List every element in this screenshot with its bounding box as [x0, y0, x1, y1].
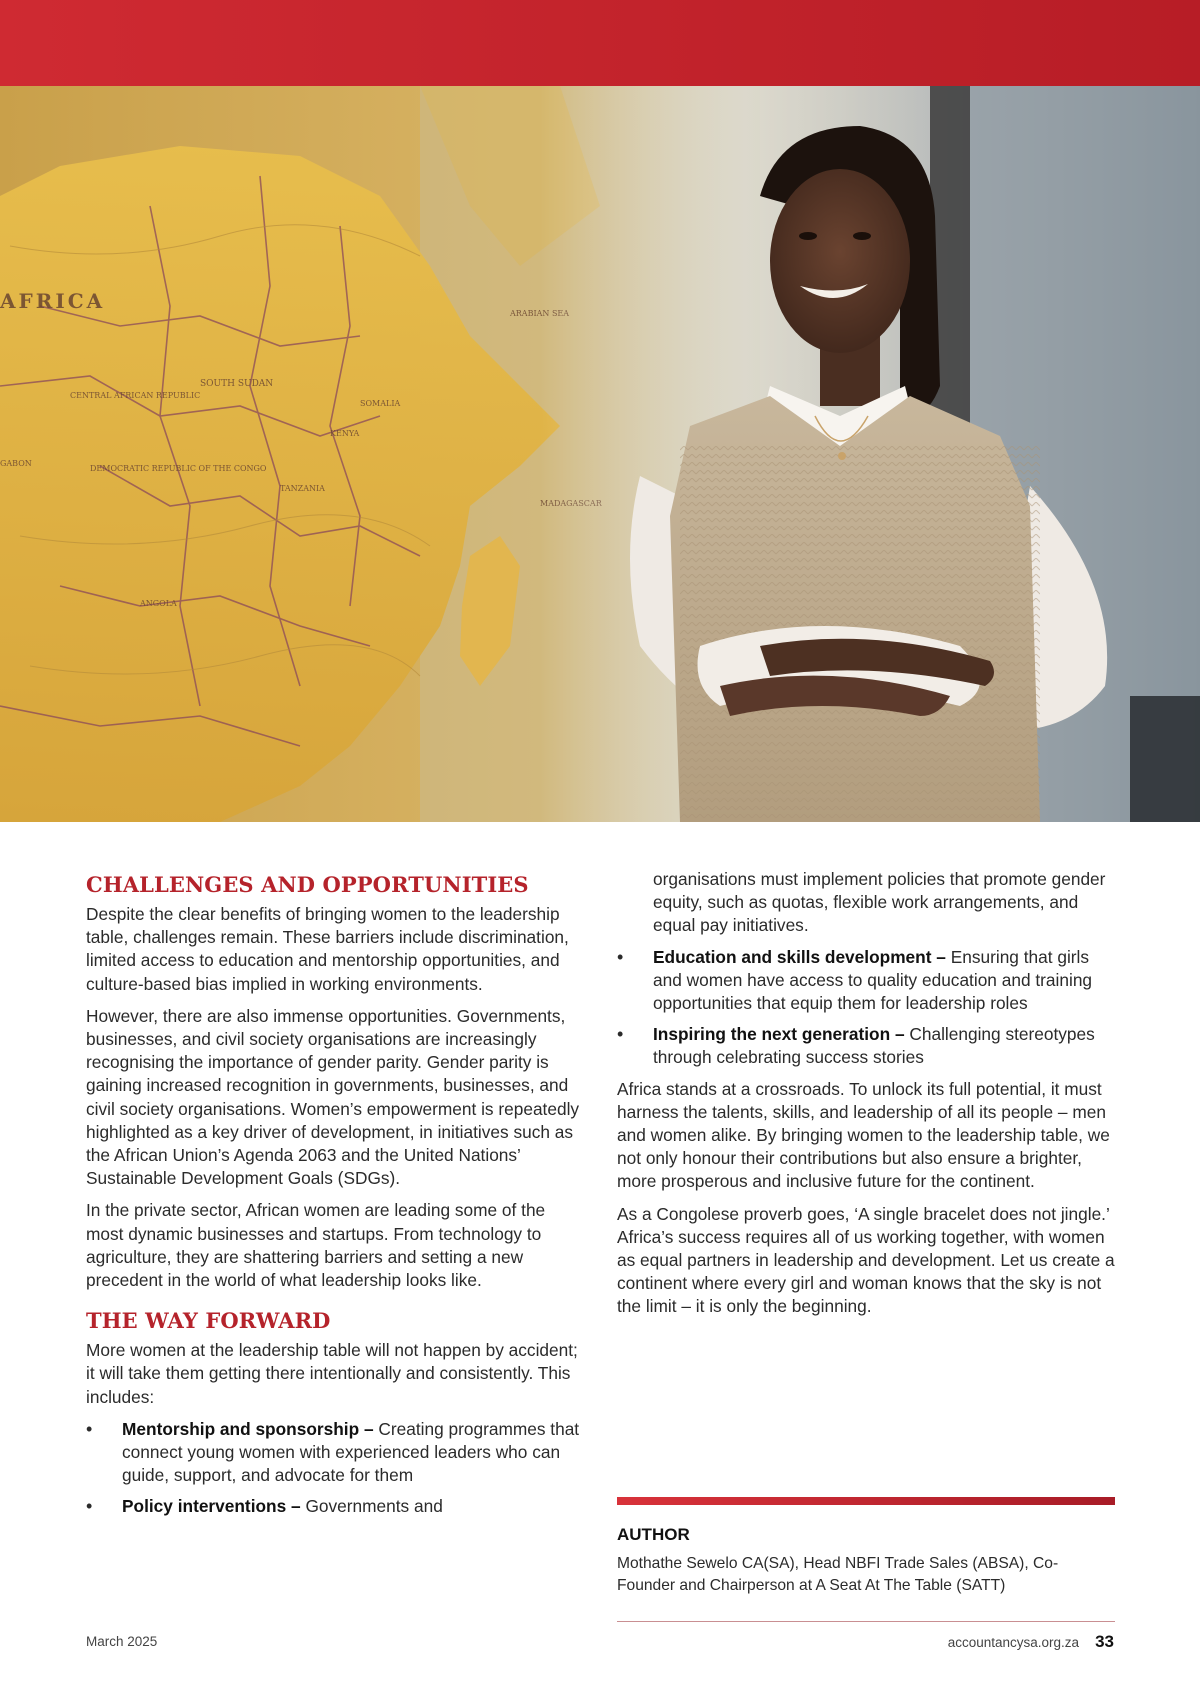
bullet-bold: Mentorship and sponsorship –	[122, 1418, 374, 1439]
hero-image	[0, 86, 1200, 822]
heading-challenges: CHALLENGES AND OPPORTUNITIES	[86, 872, 529, 897]
bullet-icon: •	[86, 1418, 93, 1439]
author-heading: AUTHOR	[617, 1525, 690, 1544]
left-column	[86, 866, 586, 1527]
right-column	[617, 868, 1115, 1328]
paragraph: As a Congolese proverb goes, ‘A single bracelet does not jingle.’ Africa’s success requires all of us working together, with women as equal partners in leadership and development. Let us create a continent where every girl and woman knows that the sky is not the limit – it is only the beginning.	[617, 1203, 1115, 1317]
paragraph: Despite the clear benefits of bringing women to the leadership table, challenges remain. These barriers include discrimination, limited access to education and mentorship opportunities, and culture-based bias implied in working environments.	[86, 904, 569, 994]
paragraph: However, there are also immense opportunities. Governments, businesses, and civil society organisations are increasingly recognising the importance of gender parity. Gender parity is gaining increased recognition in governments, businesses, and civil society organisations. Women’s empowerment is repeatedly highlighted as a key driver of development, in initiatives such as the African Union’s Agenda 2063 and the United Nations’ Sustainable Development Goals (SDGs).	[86, 1005, 580, 1189]
bullet-text: Governments and	[300, 1496, 443, 1517]
footer-site-link[interactable]: accountancysa.org.za	[947, 1635, 1080, 1650]
bullet-text: Challenging stereotypes through celebrating success stories	[653, 1024, 1095, 1068]
author-divider	[617, 1621, 1115, 1622]
paragraph: In the private sector, African women are leading some of the most dynamic businesses and startups. From technology to agriculture, they are shattering barriers and setting a new precedent in the world of what leadership looks like.	[86, 1200, 546, 1291]
list-item	[86, 1418, 586, 1488]
bullet-list	[86, 1418, 586, 1519]
list-item	[617, 946, 1115, 1016]
footer-date: March 2025	[86, 1634, 158, 1649]
footer-right	[948, 1632, 1114, 1652]
bullet-icon: •	[617, 946, 624, 967]
author-accent-bar	[617, 1497, 1115, 1505]
list-item	[86, 1495, 586, 1518]
bullet-icon: •	[617, 1024, 624, 1045]
paragraph: More women at the leadership table will not happen by accident; it will take them getting there intentionally and consistently. This includes:	[86, 1340, 578, 1407]
bullet-continuation: organisations must implement policies that promote gender equity, such as quotas, flexible work arrangements, and equal pay initiatives.	[653, 869, 1106, 936]
page-number: 33	[1095, 1632, 1114, 1651]
bullet-icon: •	[86, 1496, 93, 1517]
bullet-text: Ensuring that girls and women have access to quality education and training opportunities that equip them for leadership roles	[653, 946, 1093, 1014]
heading-way-forward: THE WAY FORWARD	[86, 1308, 331, 1334]
bullet-text: Creating programmes that connect young women with experienced leaders who can guide, support, and advocate for them	[122, 1418, 580, 1486]
bullet-bold: Policy interventions –	[122, 1496, 301, 1517]
bullet-list	[617, 946, 1115, 1070]
list-item	[617, 1023, 1115, 1069]
author-text: Mothathe Sewelo CA(SA), Head NBFI Trade Sales (ABSA), Co-Founder and Chairperson at A Seat At The Table (SATT)	[617, 1555, 1059, 1594]
paragraph: Africa stands at a crossroads. To unlock its full potential, it must harness the talents, skills, and leadership of all its people – men and women alike. By bringing women to the leadership table, we not only honour their contributions but also ensure a brighter, more prosperous and inclusive future for the continent.	[617, 1078, 1110, 1192]
author-box	[617, 1497, 1115, 1622]
bullet-bold: Inspiring the next generation –	[653, 1024, 905, 1045]
top-color-band	[0, 0, 1200, 86]
bullet-bold: Education and skills development –	[653, 946, 946, 967]
